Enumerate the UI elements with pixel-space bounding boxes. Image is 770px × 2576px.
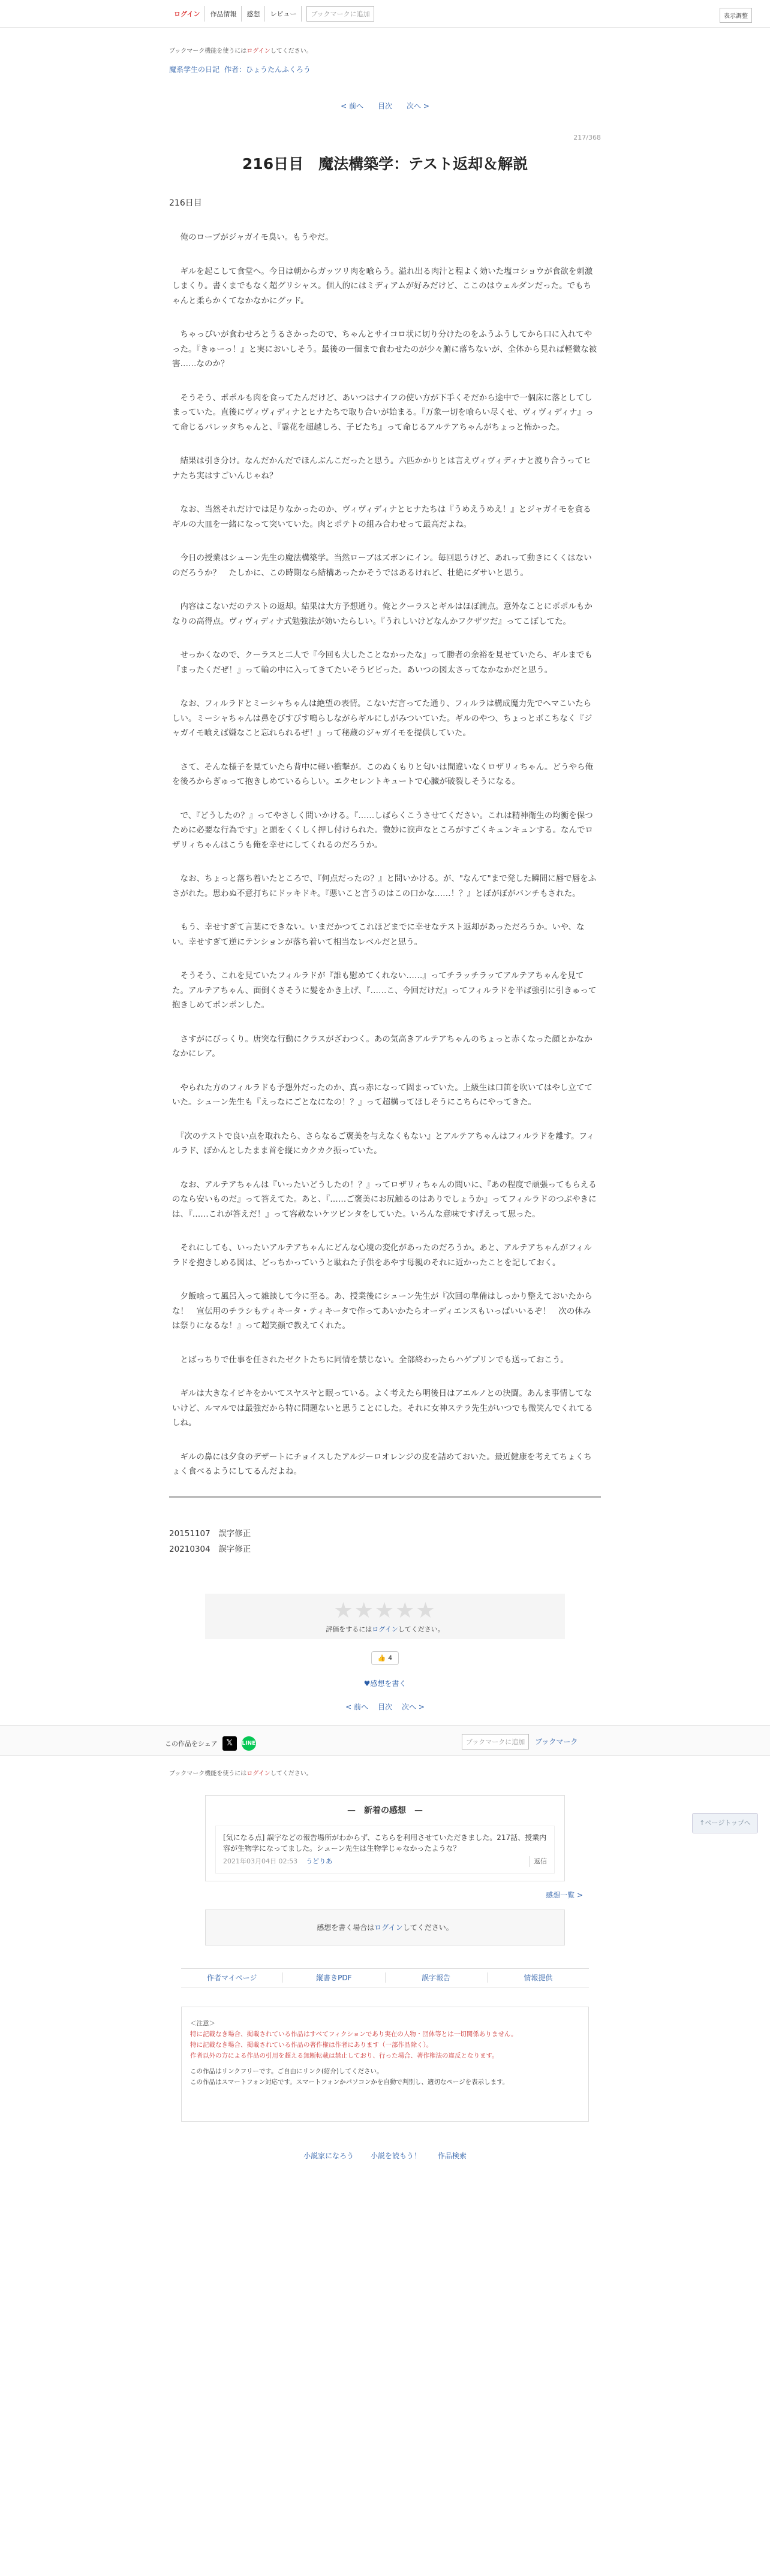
toc-link-bottom[interactable]: 目次 (377, 1702, 392, 1711)
footer-link-search[interactable]: 作品検索 (437, 2151, 467, 2160)
write-impression-link[interactable]: ♥感想を書く (363, 1679, 407, 1688)
lower-content (169, 1768, 601, 1777)
chapter-title: 216日目 魔法構築学：テスト返却＆解説 (242, 155, 528, 173)
impression-item (215, 1826, 555, 1874)
body-paragraph: なお、アルテアちゃんは『いったいどうしたの！？』ってロザリィちゃんの問いに、『あの程度で頑張ってもらえるのなら安いものだ』って答えてた。あと、『……ご褒美にお尻触るのはありでしょうか』ってフィルラドのつぶやきには、『……これが答えだ！』って容赦ないケツビンタをしていた。いろんな意味ですげえって思った。 (172, 1180, 597, 1219)
body-paragraph: なお、フィルラドとミーシャちゃんは絶望の表情。こないだ言ってた通り、フィルラは構成魔力先でヘマこいたらしい。ミーシャちゃんは鼻をびすびす鳴らしながらギルにしがみついていた。ギルのやつ、ちょっとボこちなく『ジャガイモ喰えば嫌なこと忘れられるぜ！』って秘蔵のジャガイモを提供していた。 (172, 699, 592, 738)
body-paragraph: 俺のローブがジャガイモ臭い。もうやだ。 (172, 233, 333, 242)
rating-box (205, 1594, 565, 1639)
new-impressions-title: — 新着の感想 — (347, 1805, 423, 1815)
body-paragraph: 夕飯喰って風呂入って雑談して今に至る。あ、授業後にシューン先生が『次回の準備はしっかり整えておいたからな！ 宣伝用のチラシもティキータ・ティキータで作ってあいかたらオーディエンスもいっぱいいるぞ！ 次の休みは祭りになるな！』って超笑顔で教えてくれた。 (172, 1292, 592, 1331)
author-link[interactable]: 作者：ひょうたんふくろう (224, 65, 311, 74)
login-link[interactable]: ログイン (169, 6, 205, 22)
impressions-link[interactable]: 感想 (242, 6, 265, 22)
caution-red-line: 作者以外の方による作品の引用を超える無断転載は禁止しており、行った場合、著作権法の違反となります。 (190, 2052, 498, 2059)
body-paragraph: ギルの鼻には夕食のデザートにチョイスしたアルジーロオレンジの皮を詰めておいた。最近健康を考えてちょくちょく食べるようにしてるんだよね。 (172, 1452, 592, 1476)
body-paragraph: さすがにびっくり。唐突な行動にクラスがざわつく。あの気高きアルテアちゃんのちょっと赤くなった顔とかなかなかにレア。 (172, 1034, 592, 1058)
notice-text-suffix: してください。 (270, 48, 312, 55)
chapter-subtitle: 216日目 (169, 198, 202, 208)
body-paragraph: もう、幸せすぎて言葉にできない。いまだかつてこれほどまでに幸せなテスト返却があっただろうか。いや、ない。幸せすぎて逆にテンションが落ち着いて相当なレベルだと思う。 (172, 922, 585, 947)
info-report-link[interactable]: 情報提供 (524, 1974, 553, 1982)
caution-box (181, 2007, 589, 2122)
bottom-pager (0, 1702, 770, 1712)
top-bar (0, 0, 770, 28)
caution-red-line: 特に記載なき場合、掲載されている作品はすべてフィクションであり実在の人物・団体等とは一切関係ありません。 (190, 2030, 518, 2038)
chapter-body (169, 230, 601, 1479)
notice-text-bottom: ブックマーク機能を使うには (169, 1770, 247, 1777)
afterword-line: 20210304 誤字修正 (169, 1544, 251, 1554)
review-link[interactable]: レビュー (265, 6, 302, 22)
bookmark-link[interactable]: ブックマーク (535, 1738, 578, 1746)
page-top-button[interactable]: ↑ページトップへ (692, 1813, 758, 1833)
episode-count: 217/368 (573, 134, 601, 141)
afterword-separator (169, 1496, 601, 1498)
caution-head: ＜注意＞ (190, 2019, 215, 2027)
share-section (165, 1736, 256, 1751)
notice-text: ブックマーク機能を使うには (169, 48, 247, 55)
body-paragraph: で、『どうしたの？』ってやさしく問いかける。『……しばらくこうさせてください。これは精神衛生の均衡を保つために必要な行為です』と頭をくくしく押し付けられた。微妙に涙声なところがすごくキュンキュンする。なんでロザリィちゃんはこうも俺を幸せにしてくれるのだろうか。 (172, 810, 593, 850)
typo-report-link[interactable]: 誤字報告 (386, 1972, 488, 1983)
body-paragraph: 結果は引き分け。なんだかんだでほんぶんこだったと思う。六匹かかりとは言えヴィヴィディナと渡り合うってヒナたち実はすごいんじゃね？ (172, 456, 591, 481)
body-paragraph: ギルは大きなイビキをかいてスヤスヤと眠っている。よく考えたら明後日はアエルノとの決闘。あんま事情してないけど、ルマルでは最強だから特に問題ないと思うことにした。それに女神ステラ先生がいつでも微笑んでくれてるしね。 (172, 1389, 593, 1428)
like-count: 4 (388, 1654, 393, 1662)
rating-text-suffix: してください。 (398, 1625, 444, 1633)
rating-login-link[interactable]: ログイン (372, 1625, 398, 1633)
body-paragraph: ギルを起こして食堂へ。今日は朝からガッツリ肉を喰らう。溢れ出る肉汁と程よく効いた塩コショウが食欲を刺激しまくり。書くまでもなく超グリシャス。個人的にはミディアムが好みだけど、ここのはウェルダンだった。でもちゃんと柔らかくてなかなかにグッド。 (172, 266, 593, 306)
like-button[interactable] (371, 1651, 399, 1665)
caution-spacer (190, 2061, 580, 2066)
rating-stars[interactable]: ★★★★★ (333, 1598, 437, 1623)
x-share-icon[interactable]: 𝕏 (222, 1736, 237, 1751)
display-settings-button[interactable]: 表示調整 (720, 8, 752, 23)
afterword-line: 20151107 誤字修正 (169, 1528, 251, 1539)
body-paragraph: やられた方のフィルラドも予想外だったのか、真っ赤になって固まっていた。上級生は口笛を吹いてはやし立てていた。シューン先生も『えっなにごとなになの！？』って超構ってほしそうにこちらにやってきた。 (172, 1082, 592, 1107)
body-paragraph: なお、ちょっと落ち着いたところで、『何点だったの？』と問いかける。が、"なんて"まで発した瞬間に唇で唇をふさがれた。思わぬ不意打ちにドッキドキ。『悪いこと言うのはこの口かな……！？』とぼがぼがバンチもされた。 (172, 874, 597, 898)
bottom-links (181, 1968, 589, 1987)
notice-login-link-bottom[interactable]: ログイン (246, 1770, 270, 1777)
thumbs-up-icon: 👍 (377, 1654, 386, 1662)
share-label: この作品をシェア (165, 1739, 218, 1748)
body-paragraph: なお、当然それだけでは足りなかったのか、ヴィヴィディナとヒナたちは『うめえうめえ！』とジャガイモを貪るギルの大皿を一緒になって突いていた。肉とポテトの組み合わせって最高だよね。 (172, 505, 591, 529)
main-content (169, 46, 601, 1557)
line-share-icon[interactable]: LINE (242, 1736, 256, 1751)
body-paragraph: せっかくなので、クーラスと二人で『今回も大したことなかったな』って勝者の余裕を見せていたら、ギルまでも『まったくだぜ！』って輪の中に入ってきてたいそうビビった。あいつの図太さってなかなかだと思う。 (172, 650, 592, 675)
new-impressions-box (205, 1795, 565, 1881)
impression-meta (223, 1856, 547, 1867)
bookmark-add-button[interactable]: ブックマークに追加 (462, 1734, 529, 1749)
body-paragraph: さて、そんな様子を見ていたら背中に軽い衝撃が。このぬくもりと匂いは間違いなくロザリィちゃん。どうやら俺を後ろからぎゅって抱きしめているらしい。エクセレントキュートで心臓が破裂しそうになる。 (172, 762, 593, 786)
rating-message (205, 1624, 565, 1634)
footer-link-narou[interactable]: 小説家になろう (303, 2151, 354, 2160)
write-box-login-link[interactable]: ログイン (374, 1923, 403, 1932)
body-paragraph: 内容はこないだのテストの返却。結果は大方予想通り。俺とクーラスとギルはほぼ満点。意外なことにポポルもかなりの高得点。ヴィヴィディナ式勉強法が効いたらしい。『うれしいけどなんかフクザツだ』ってこぼしてた。 (172, 602, 592, 626)
share-bar (0, 1725, 770, 1756)
rating-text: 評価をするには (326, 1625, 372, 1633)
footer-link-yomou[interactable]: 小説を読もう！ (370, 2151, 421, 2160)
author-mypage-link[interactable]: 作者マイページ (181, 1972, 283, 1983)
next-link[interactable]: 次へ > (407, 102, 429, 110)
next-link-bottom[interactable]: 次へ > (402, 1702, 425, 1711)
body-paragraph: とばっちりで仕事を任されたゼクトたちに同情を禁じない。全部終わったらハゲプリンでも送っておこう。 (172, 1355, 569, 1365)
series-title-link[interactable]: 魔系学生の日記 (169, 65, 220, 74)
bookmark-notice (169, 46, 601, 55)
notice-login-link[interactable]: ログイン (246, 48, 270, 55)
top-pager (169, 101, 601, 111)
write-impression-box (205, 1910, 565, 1945)
top-nav (169, 6, 374, 22)
afterword (169, 1527, 601, 1557)
prev-link[interactable]: < 前へ (341, 102, 363, 110)
body-paragraph: そうそう、これを見ていたフィルラドが『誰も慰めてくれない……』ってチラッチラッてアルテアちゃんを見てた。アルテアちゃん、面倒くさそうに髪をかき上げ、『……こ、今回だけだ』ってフィルラドを半ば強引に引きゅって抱きしめてポンポンした。 (172, 971, 597, 1010)
like-row (0, 1651, 770, 1665)
body-paragraph: そうそう、ポポルも肉を食ってたんだけど、あいつはナイフの使い方が下手くそだから途中で一個床に落としてしまっていた。直後にヴィヴィディナとヒナたちで取り合いが始まる。『万象一切を喰らい尽くせ、ヴィヴィディナ』って命じるパレッタちゃんと、『霊花を超越しろ、子ビたち』って命じるアルテアちゃんがちょっと怖かった。 (172, 393, 594, 432)
body-paragraph: それにしても、いったいアルテアちゃんにどんな心境の変化があったのだろうか。あと、アルテアちゃんがフィルラドを抱きしめる図は、どっちかっていうと駄ねた子供をあやす母親のそれに近かったことを記しておく。 (172, 1243, 592, 1268)
footer-links (0, 2150, 770, 2161)
impression-date: 2021年03月04日 02:53 (223, 1857, 298, 1865)
toc-link[interactable]: 目次 (377, 102, 392, 110)
novel-info-link[interactable]: 作品情報 (205, 6, 242, 22)
vertical-pdf-link[interactable]: 縦書きPDF (283, 1972, 385, 1983)
impression-list-link[interactable]: 感想一覧 > (546, 1890, 583, 1899)
notice-text-suffix-bottom: してください。 (270, 1770, 312, 1777)
body-paragraph: 『次のテストで良い点を取れたら、さらなるご褒美を与えなくもない』とアルテアちゃんはフィルラドを離す。フィルラド、ぽかんとしたまま首を縦にカクカク振っていた。 (172, 1131, 595, 1156)
caution-line: この作品はスマートフォン対応です。スマートフォンかパソコンかを自動で判別し、適切なページを表示します。 (190, 2078, 509, 2086)
caution-line: この作品はリンクフリーです。ご自由にリンク(紹介)してください。 (190, 2067, 383, 2075)
write-box-text-suffix: してください。 (402, 1923, 453, 1932)
series-info (169, 64, 601, 74)
caution-red-line: 特に記載なき場合、掲載されている作品の著作権は作者にあります（一部作品除く）。 (190, 2041, 433, 2049)
body-paragraph: ちゃっぴいが食わせろとうるさかったので、ちゃんとサイコロ状に切り分けたのをふうふうしてから口に入れてやった。『きゅーっ！』と実においしそう。最後の一個まで食わせたのが少々腑に落ちないが、全体から見れば軽微な被害……なのか？ (172, 330, 597, 369)
bookmark-notice-bottom (169, 1768, 601, 1777)
share-bookmark (462, 1734, 578, 1749)
impression-text: [気になる点] 誤字などの報告場所がわからず、こちらを利用させていただきました。217話、授業内容が生物学になってました。シューン先生は生物学じゃなかったような？ (223, 1833, 547, 1853)
write-box-text: 感想を書く場合は (317, 1923, 375, 1932)
impression-reply-link[interactable]: 返信 (530, 1856, 547, 1867)
body-paragraph: 今日の授業はシューン先生の魔法構築学。当然ローブはズボンにイン。毎回思うけど、あれって動きにくくはないのだろうか？ たしかに、この時期なら結構あったかそうではあるけれど、壮絶にダサいと思う。 (172, 553, 592, 578)
bookmark-button[interactable]: ブックマークに追加 (306, 6, 374, 22)
impression-author-link[interactable]: うどりあ (306, 1857, 333, 1865)
prev-link-bottom[interactable]: < 前へ (345, 1702, 368, 1711)
